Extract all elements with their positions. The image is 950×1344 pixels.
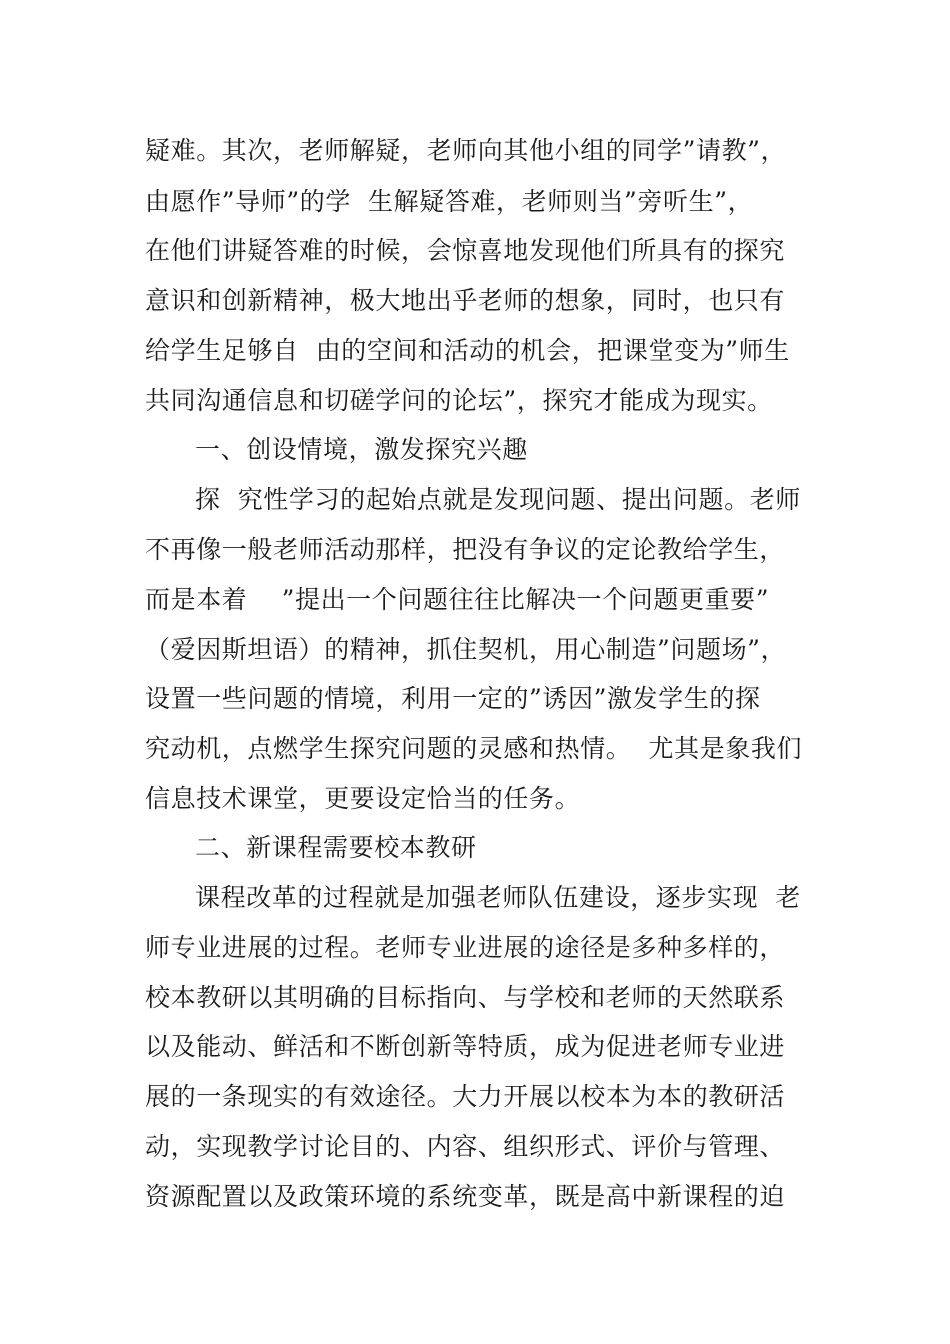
- text-line-9: 不再像一般老师活动那样，把没有争议的定论教给学生，: [145, 535, 786, 564]
- text-line-1: 疑难。其次，老师解疑，老师向其他小组的同学”请教”，: [145, 136, 787, 165]
- text-line-4: 意识和创新精神，极大地出乎老师的想象，同时，也只有: [145, 286, 786, 315]
- text-line-12: 设置一些问题的情境，利用一定的”诱因”激发学生的探: [145, 684, 761, 713]
- text-line-5: 给学生足够自 由的空间和活动的机会，把课堂变为”师生: [145, 336, 790, 365]
- text-line-2: 由愿作”导师”的学 生解疑答难，老师则当”旁听生”，: [145, 187, 754, 216]
- text-line-22: 资源配置以及政策环境的系统变革，既是高中新课程的迫: [145, 1182, 786, 1211]
- section-heading-1: 一、创设情境，激发探究兴趣: [195, 435, 528, 464]
- section-heading-2: 二、新课程需要校本教研: [195, 833, 477, 862]
- text-line-16: 课程改革的过程就是加强老师队伍建设，逐步实现 老: [195, 883, 801, 912]
- text-line-14: 信息技术课堂，更要设定恰当的任务。: [145, 784, 581, 813]
- text-line-11: （爱因斯坦语）的精神，抓住契机，用心制造”问题场”，: [145, 635, 787, 664]
- text-line-10: 而是本着 ”提出一个问题往往比解决一个问题更重要”: [145, 585, 770, 614]
- text-line-21: 动，实现教学讨论目的、内容、组织形式、评价与管理、: [145, 1132, 786, 1161]
- text-line-13: 究动机，点燃学生探究问题的灵感和热情。 尤其是象我们: [145, 734, 803, 763]
- text-line-19: 以及能动、鲜活和不断创新等特质，成为促进老师专业进: [145, 1032, 786, 1061]
- text-line-6: 共同沟通信息和切磋学问的论坛”，探究才能成为现实。: [145, 386, 773, 415]
- text-line-17: 师专业进展的过程。老师专业进展的途径是多种多样的，: [145, 933, 786, 962]
- text-line-8: 探 究性学习的起始点就是发现问题、提出问题。老师: [195, 485, 801, 514]
- text-line-20: 展的一条现实的有效途径。大力开展以校本为本的教研活: [145, 1082, 786, 1111]
- text-line-3: 在他们讲疑答难的时候，会惊喜地发现他们所具有的探究: [145, 236, 786, 265]
- text-line-18: 校本教研以其明确的目标指向、与学校和老师的天然联系: [145, 983, 786, 1012]
